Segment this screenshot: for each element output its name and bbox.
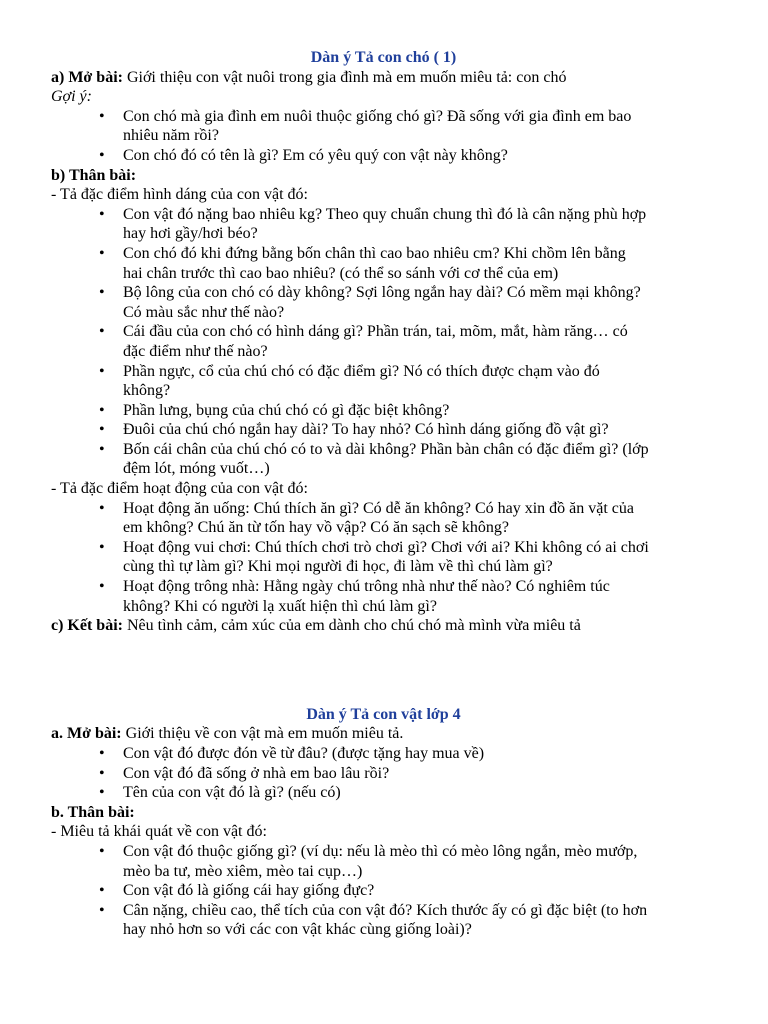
list-item-line: không?	[123, 382, 171, 400]
list-item-line: • Con chó mà gia đình em nuôi thuộc giống chó gì? Đã sống với gia đình em bao	[123, 107, 632, 125]
list-item-line: • Con vật đó là giống cái hay giống đực?	[123, 882, 375, 900]
list-item-line: không? Khi có người lạ xuất hiện thì chú làm gì?	[123, 597, 437, 615]
list-item-line: • Con vật đó được đón về từ đâu? (được tặng hay mua về)	[123, 745, 485, 762]
list-item	[123, 577, 716, 616]
mo-bai-text: Giới thiệu con vật nuôi trong gia đình mà em muốn miêu tả: con chó	[122, 68, 567, 86]
list-item	[123, 107, 716, 146]
list-item-line: • Phần ngực, cổ của chú chó có đặc điểm gì? Nó có thích được chạm vào đó	[123, 362, 600, 380]
section2-title: Dàn ý Tả con vật lớp 4	[306, 705, 461, 723]
list-item	[123, 842, 716, 881]
list-item-line: • Con vật đó thuộc giống gì? (ví dụ: nếu là mèo thì có mèo lông ngắn, mèo mướp,	[123, 842, 638, 860]
ket-bai-label: c) Kết bài:	[51, 617, 123, 635]
list-item-line: • Bộ lông của con chó có dày không? Sợi lông ngắn hay dài? Có mềm mại không?	[123, 284, 641, 302]
section2-mo-bai-list	[51, 744, 716, 803]
list-item	[123, 764, 716, 784]
list-item-line: đệm lót, móng vuốt…)	[123, 460, 270, 478]
list-item-line: hay hơi gầy/hơi béo?	[123, 225, 258, 243]
list-item	[123, 538, 716, 577]
list-item-line: • Cân nặng, chiều cao, thể tích của con vật đó? Kích thước ấy có gì đặc biệt (to hơn	[123, 901, 648, 919]
list-item	[123, 362, 716, 401]
list-item-line: hai chân trước thì cao bao nhiêu? (có thể so sánh với cơ thể của em)	[123, 264, 559, 282]
list-item-line: • Con chó đó khi đứng bằng bốn chân thì cao bao nhiêu cm? Khi chồm lên bằng	[123, 244, 626, 262]
mo-bai-label: a) Mở bài:	[51, 68, 123, 86]
hinh-dang-list	[51, 205, 716, 479]
list-item-line: • Hoạt động trông nhà: Hằng ngày chú trông nhà như thế nào? Có nghiêm túc	[123, 578, 610, 596]
section1-mo-bai-list	[51, 107, 716, 166]
section1-title: Dàn ý Tả con chó ( 1)	[310, 49, 457, 66]
list-item-line: • Con chó đó có tên là gì? Em có yêu quý con vật này không?	[123, 146, 508, 164]
khai-quat-heading: - Miêu tả khái quát về con vật đó:	[51, 823, 267, 841]
mo-bai-label: a. Mở bài:	[51, 725, 122, 743]
list-item-line: • Đuôi của chú chó ngắn hay dài? To hay nhỏ? Có hình dáng giống đồ vật gì?	[123, 421, 609, 439]
section1-ket-bai	[51, 616, 716, 636]
list-item-line: • Con vật đó nặng bao nhiêu kg? Theo quy chuẩn chung thì đó là cân nặng phù hợp	[123, 205, 647, 223]
list-item	[123, 244, 716, 283]
list-item	[123, 901, 716, 940]
list-item	[123, 440, 716, 479]
list-item	[123, 322, 716, 361]
list-item	[123, 283, 716, 322]
list-item-line: • Phần lưng, bụng của chú chó có gì đặc biệt không?	[123, 401, 450, 419]
list-item-line: mèo ba tư, mèo xiêm, mèo tai cụp…)	[123, 862, 363, 880]
list-item-line: em không? Chú ăn từ tốn hay vồ vập? Có ăn sạch sẽ không?	[123, 519, 509, 537]
list-item	[123, 401, 716, 421]
list-item-line: • Hoạt động ăn uống: Chú thích ăn gì? Có dễ ăn không? Có hay xin đồ ăn vặt của	[123, 499, 635, 517]
list-item	[123, 744, 716, 764]
list-item-line: hay nhỏ hơn so với các con vật khác cùng giống loài)?	[123, 921, 472, 939]
hoat-dong-heading: - Tả đặc điểm hoạt động của con vật đó:	[51, 480, 308, 498]
list-item-line: • Bốn cái chân của chú chó có to và dài không? Phần bàn chân có đặc điểm gì? (lớp	[123, 440, 649, 458]
list-item	[123, 420, 716, 440]
list-item-line: • Tên của con vật đó là gì? (nếu có)	[123, 784, 341, 802]
list-item-line: • Con vật đó đã sống ở nhà em bao lâu rồi?	[123, 764, 390, 782]
section1-mo-bai	[51, 68, 716, 88]
section-spacer	[51, 636, 716, 705]
hoat-dong-list	[51, 499, 716, 617]
list-item-line: đặc điểm như thế nào?	[123, 342, 268, 360]
list-item-line: • Cái đầu của con chó có hình dáng gì? Phần trán, tai, mõm, mắt, hàm răng… có	[123, 323, 628, 341]
list-item-line: nhiêu năm rồi?	[123, 127, 219, 145]
section2-than-bai-label: b. Thân bài:	[51, 803, 135, 821]
goi-y-label: Gợi ý:	[51, 88, 92, 106]
list-item	[123, 783, 716, 803]
ket-bai-text: Nêu tình cảm, cảm xúc của em dành cho chú chó mà mình vừa miêu tả	[122, 617, 581, 635]
khai-quat-list	[51, 842, 716, 940]
list-item-line: • Hoạt động vui chơi: Chú thích chơi trò chơi gì? Chơi với ai? Khi không có ai chơi	[123, 538, 649, 556]
list-item-line: cùng thì tự làm gì? Khi mọi người đi học, đi làm về thì chú làm gì?	[123, 558, 553, 576]
list-item	[123, 881, 716, 901]
section2-mo-bai	[51, 724, 716, 744]
list-item	[123, 205, 716, 244]
list-item	[123, 146, 716, 166]
hinh-dang-heading: - Tả đặc điểm hình dáng của con vật đó:	[51, 186, 308, 204]
section1-than-bai-label: b) Thân bài:	[51, 166, 137, 184]
list-item-line: Có màu sắc như thế nào?	[123, 303, 285, 321]
list-item	[123, 499, 716, 538]
mo-bai-text: Giới thiệu về con vật mà em muốn miêu tả.	[121, 725, 404, 743]
